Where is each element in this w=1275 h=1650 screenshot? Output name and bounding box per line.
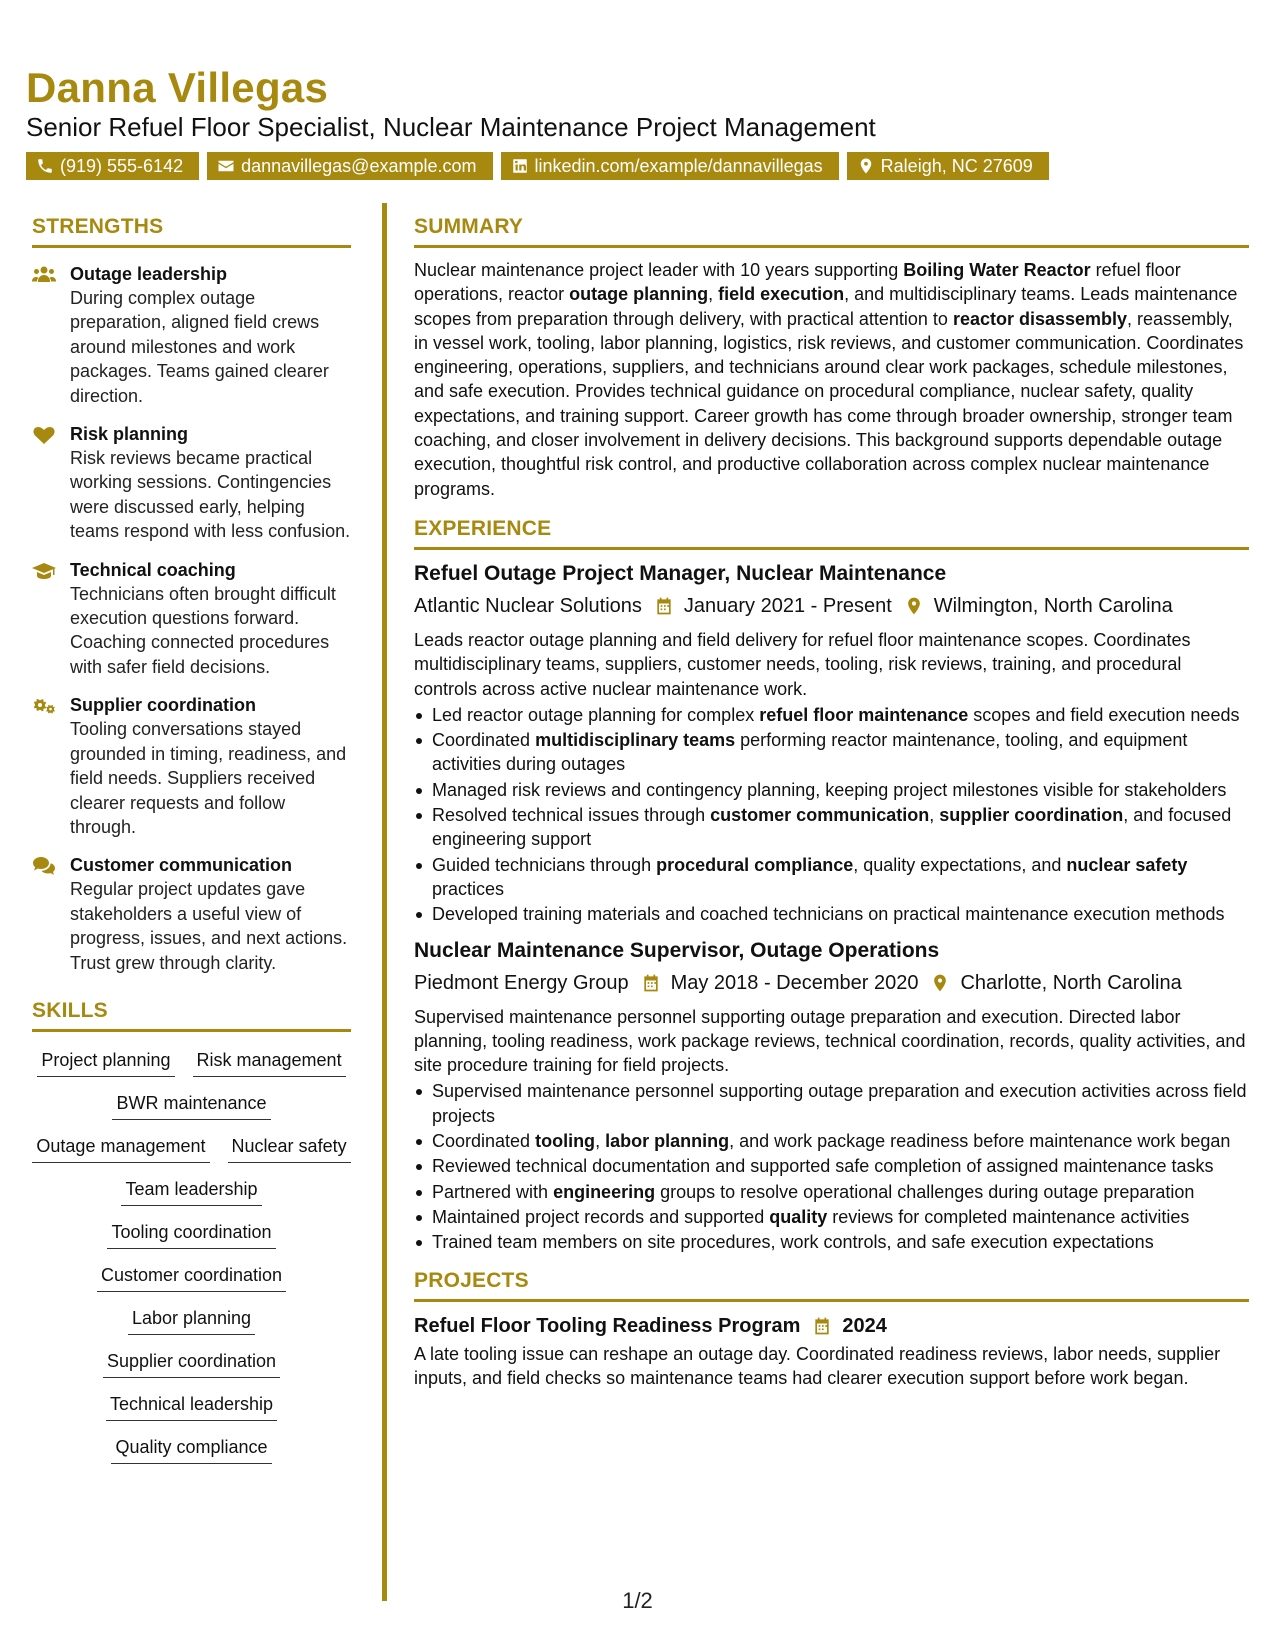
envelope-icon	[217, 157, 235, 175]
bullet-item: Coordinated tooling, labor planning, and work package readiness before maintenance work began	[414, 1129, 1249, 1153]
bullet-item: Coordinated multidisciplinary teams performing reactor maintenance, tooling, and equipment activities during outages	[414, 728, 1249, 777]
map-pin-icon	[904, 596, 924, 616]
strength-item	[32, 693, 351, 839]
skill-tag: BWR maintenance	[112, 1091, 270, 1120]
contact-linkedin-text: linkedin.com/example/dannavillegas	[534, 155, 823, 176]
experience-heading: EXPERIENCE	[414, 517, 1249, 550]
skill-tag: Supplier coordination	[103, 1349, 280, 1378]
strength-title: Risk planning	[70, 424, 189, 445]
page-number: 1/2	[622, 1588, 653, 1613]
gears-icon	[32, 696, 56, 716]
comments-icon	[32, 856, 56, 876]
project-title-row	[414, 1312, 1249, 1340]
strength-desc: Risk reviews became practical working sessions. Contingencies were discussed early, helping teams respond with less confusion.	[70, 448, 351, 542]
job-description: Supervised maintenance personnel supporting outage preparation and execution. Directed labor planning, tooling readiness, work package reviews, technical coordination, records, quality activities, and site procedure training for field projects.	[414, 1006, 1246, 1076]
job-location: Charlotte, North Carolina	[960, 971, 1182, 994]
job-meta	[414, 969, 1249, 997]
calendar-icon	[812, 1316, 832, 1336]
contact-location-text: Raleigh, NC 27609	[880, 155, 1033, 176]
strength-item	[32, 558, 351, 680]
skill-tag: Risk management	[193, 1048, 346, 1077]
job-company: Piedmont Energy Group	[414, 971, 629, 994]
strength-title: Outage leadership	[70, 264, 228, 284]
strength-item	[32, 262, 351, 408]
summary-heading: SUMMARY	[414, 215, 1249, 248]
bullet-item: Reviewed technical documentation and supported safe completion of assigned maintenance tasks	[414, 1154, 1249, 1178]
strength-desc: Technicians often brought difficult execution questions forward. Coaching connected procedures with safer field decisions.	[70, 583, 336, 677]
candidate-name: Danna Villegas	[26, 64, 329, 111]
job-dates: May 2018 - December 2020	[670, 971, 919, 994]
phone-icon	[36, 157, 54, 175]
left-column	[32, 215, 351, 1464]
contact-linkedin[interactable]	[501, 152, 839, 180]
strength-desc: Regular project updates gave stakeholders a useful view of progress, issues, and next actions. Trust grew through clarity.	[70, 879, 348, 973]
job-entry	[414, 560, 1249, 927]
job-bullets	[414, 703, 1249, 927]
strength-desc: Tooling conversations stayed grounded in timing, readiness, and field needs. Suppliers received clearer requests and follow through.	[70, 719, 347, 837]
bullet-item: Developed training materials and coached technicians on practical maintenance execution methods	[414, 902, 1249, 926]
skills-heading: SKILLS	[32, 999, 351, 1032]
project-title: Refuel Floor Tooling Readiness Program	[414, 1314, 801, 1337]
skill-tag: Labor planning	[128, 1306, 255, 1335]
graduation-cap-icon	[32, 561, 56, 581]
skill-tag: Technical leadership	[106, 1392, 277, 1421]
contact-email-text: dannavillegas@example.com	[241, 155, 477, 176]
job-entry	[414, 937, 1249, 1255]
job-description: Leads reactor outage planning and field delivery for refuel floor maintenance scopes. Coordinates multidisciplinary teams, suppliers, customer needs, tooling, risk reviews, training, and procedural controls across active nuclear maintenance work.	[414, 629, 1191, 699]
skill-tag: Customer coordination	[97, 1263, 286, 1292]
project-description: A late tooling issue can reshape an outage day. Coordinated readiness reviews, labor needs, supplier inputs, and field checks so maintenance teams had clearer execution support before work began.	[414, 1343, 1221, 1388]
right-column	[414, 215, 1249, 1390]
skill-tag: Nuclear safety	[228, 1134, 351, 1163]
project-entry	[414, 1312, 1249, 1391]
skills-list	[32, 1048, 351, 1464]
skill-tag: Project planning	[37, 1048, 174, 1077]
heart-icon	[32, 425, 56, 445]
bullet-item: Supervised maintenance personnel supporting outage preparation and execution activities across field projects	[414, 1079, 1249, 1128]
strength-item	[32, 853, 351, 975]
job-company: Atlantic Nuclear Solutions	[414, 594, 642, 617]
job-meta	[414, 592, 1249, 620]
calendar-icon	[641, 973, 661, 993]
strength-item	[32, 422, 351, 544]
projects-heading: PROJECTS	[414, 1269, 1249, 1302]
contact-email[interactable]	[207, 152, 492, 180]
contact-bar	[26, 152, 1049, 180]
bullet-item: Trained team members on site procedures, work controls, and safe execution expectations	[414, 1230, 1249, 1254]
bullet-item: Managed risk reviews and contingency planning, keeping project milestones visible for stakeholders	[414, 778, 1249, 802]
column-divider	[382, 203, 387, 1601]
project-year: 2024	[842, 1314, 887, 1337]
job-dates: January 2021 - Present	[683, 594, 892, 617]
bullet-item: Guided technicians through procedural compliance, quality expectations, and nuclear safety practices	[414, 853, 1249, 902]
skill-tag: Tooling coordination	[107, 1220, 275, 1249]
contact-phone-text: (919) 555-6142	[60, 155, 184, 176]
skill-tag: Outage management	[32, 1134, 209, 1163]
bullet-item: Led reactor outage planning for complex refuel floor maintenance scopes and field execution needs	[414, 703, 1249, 727]
strength-title: Customer communication	[70, 855, 293, 876]
bullet-item: Maintained project records and supported quality reviews for completed maintenance activities	[414, 1205, 1249, 1229]
job-location: Wilmington, North Carolina	[933, 594, 1173, 617]
job-title: Refuel Outage Project Manager, Nuclear Maintenance	[414, 561, 947, 585]
map-pin-icon	[930, 973, 950, 993]
contact-location[interactable]	[847, 152, 1049, 180]
candidate-title: Senior Refuel Floor Specialist, Nuclear Maintenance Project Management	[26, 112, 876, 142]
strength-title: Technical coaching	[70, 559, 236, 580]
skill-tag: Team leadership	[121, 1177, 261, 1206]
calendar-icon	[654, 596, 674, 616]
job-title: Nuclear Maintenance Supervisor, Outage Operations	[414, 938, 940, 962]
map-pin-icon	[857, 157, 875, 175]
skill-tag: Quality compliance	[111, 1435, 271, 1464]
summary-text: Nuclear maintenance project leader with 10 years supporting Boiling Water Reactor refuel floor operations, reactor outage planning, field execution, and multidisciplinary teams. Leads maintenance scopes from preparation through delivery, with practical attention to reactor disassembly, reassembly, in vessel work, tooling, labor planning, logistics, risk reviews, and customer communication. Coordinates engineering, operations, suppliers, and technicians around clear work packages, schedule milestones, and safe execution. Provides technical guidance on procedural compliance, nuclear safety, quality expectations, and training support. Career growth has come through broader ownership, stronger team coaching, and closer involvement in delivery decisions. This background supports dependable outage execution, thoughtful risk control, and productive collaboration across complex nuclear maintenance programs.	[414, 260, 1244, 499]
bullet-item: Resolved technical issues through customer communication, supplier coordination, and focused engineering support	[414, 803, 1249, 852]
job-bullets	[414, 1079, 1249, 1254]
strength-title: Supplier coordination	[70, 695, 257, 716]
users-icon	[32, 265, 56, 285]
bullet-item: Partnered with engineering groups to resolve operational challenges during outage preparation	[414, 1180, 1249, 1204]
strengths-heading: STRENGTHS	[32, 215, 351, 248]
contact-phone[interactable]	[26, 152, 199, 180]
linkedin-icon	[511, 157, 529, 175]
strength-desc: During complex outage preparation, aligned field crews around milestones and work packages. Teams gained clearer direction.	[70, 288, 329, 406]
